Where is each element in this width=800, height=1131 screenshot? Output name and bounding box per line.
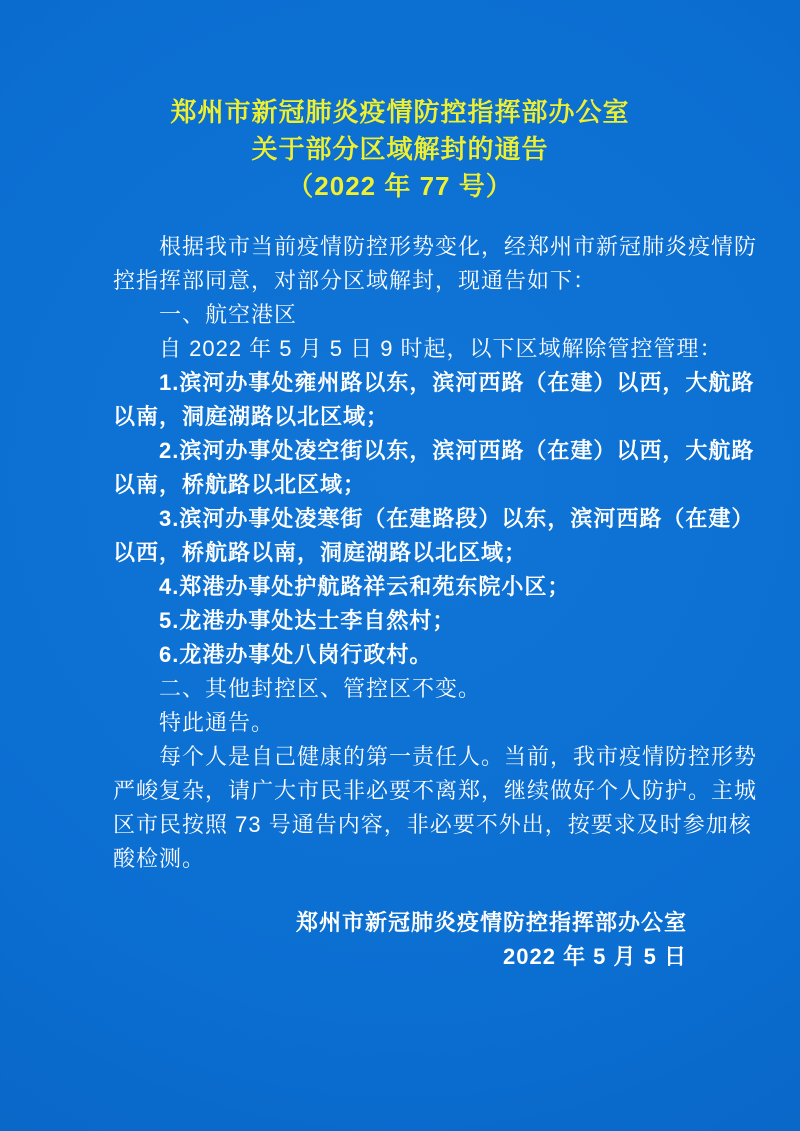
notice-body-line: 以南，桥航路以北区域；	[113, 472, 367, 497]
signature-org: 郑州市新冠肺炎疫情防控指挥部办公室	[295, 910, 687, 935]
notice-body-line: 根据我市当前疫情防控形势变化，经郑州市新冠肺炎疫情防	[159, 234, 758, 259]
notice-body-line: 每个人是自己健康的第一责任人。当前，我市疫情防控形势	[159, 744, 758, 769]
notice-content	[113, 0, 758, 974]
notice-body-line: 以南，洞庭湖路以北区域；	[113, 404, 390, 429]
notice-body-line: 特此通告。	[159, 710, 275, 735]
notice-title-line-3: （2022 年 77 号）	[287, 171, 513, 201]
notice-body-line: 6.龙港办事处八岗行政村。	[159, 642, 433, 667]
signature-date: 2022 年 5 月 5 日	[503, 944, 687, 969]
notice-body-line: 3.滨河办事处凌寒街（在建路段）以东，滨河西路（在建）	[159, 506, 755, 531]
notice-body-line: 严峻复杂，请广大市民非必要不离郑，继续做好个人防护。主城	[113, 778, 758, 803]
notice-title	[113, 0, 687, 205]
notice-signature	[113, 906, 687, 974]
notice-body-line: 控指挥部同意，对部分区域解封，现通告如下：	[113, 268, 597, 293]
notice-body-line: 4.郑港办事处护航路祥云和苑东院小区；	[159, 574, 571, 599]
notice-body-line: 5.龙港办事处达士李自然村；	[159, 608, 456, 633]
notice-body-line: 酸检测。	[113, 846, 206, 871]
notice-body-line: 区市民按照 73 号通告内容，非必要不外出，按要求及时参加核	[113, 812, 752, 837]
notice-body	[113, 230, 758, 876]
notice-body-line: 1.滨河办事处雍州路以东，滨河西路（在建）以西，大航路	[159, 370, 755, 395]
notice-title-line-1: 郑州市新冠肺炎疫情防控指挥部办公室	[170, 97, 630, 127]
notice-body-line: 2.滨河办事处凌空街以东，滨河西路（在建）以西，大航路	[159, 438, 755, 463]
notice-body-line: 一、航空港区	[159, 302, 298, 327]
notice-body-line: 自 2022 年 5 月 5 日 9 时起，以下区域解除管控管理：	[159, 336, 723, 361]
notice-title-line-2: 关于部分区域解封的通告	[251, 134, 549, 164]
notice-body-line: 以西，桥航路以南，洞庭湖路以北区域；	[113, 540, 528, 565]
notice-body-line: 二、其他封控区、管控区不变。	[159, 676, 482, 701]
